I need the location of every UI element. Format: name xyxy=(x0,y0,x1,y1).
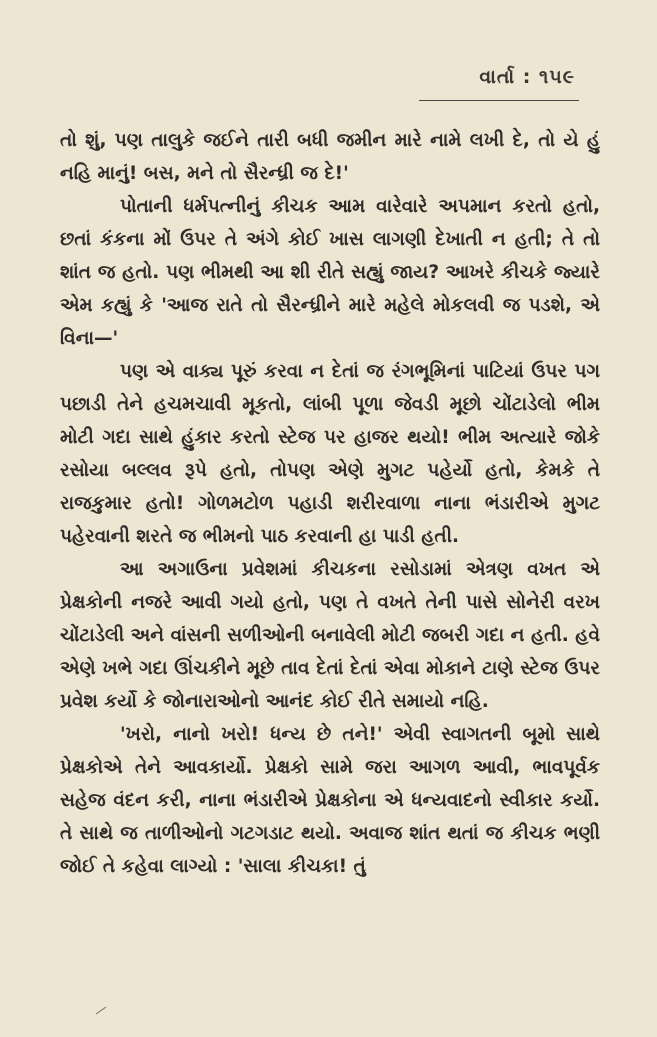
body-text xyxy=(60,124,600,883)
paragraph: 'ખરો, નાનો ખરો! ધન્ય છે તને!' એવી સ્વાગતની બૂમો સાથે પ્રેક્ષકોએ તેને આવકાર્યો. પ્રેક્ષકો સામે જરા આગળ આવી, ભાવપૂર્વક સહેજ વંદન કરી, નાના ભંડારીએ પ્રેક્ષકોના એ ધન્યવાદનો સ્વીકાર કર્યો. તે સાથે જ તાળીઓનો ગટગડાટ થયો. અવાજ શાંત થતાં જ કીચક ભણી જોઈ તે કહેવા લાગ્યો : 'સાલા કીચકા! તું xyxy=(60,724,600,877)
running-header: વાર્તા : ૧૫૯ xyxy=(479,66,575,88)
paragraph: પણ એ વાક્ય પૂરું કરવા ન દેતાં જ રંગભૂમિનાં પાટિયાં ઉપર પગ પછાડી તેને હચમચાવી મૂકતો, લાંબી પૂળા જેવડી મૂછો ચોંટાડેલો ભીમ મોટી ગદા સાથે હુંકાર કરતો સ્ટેજ પર હાજર થયો! ભીમ અત્યારે જોકે રસોયા બલ્લવ રૂપે હતો, તોપણ એણે મુગટ પહેર્યો હતો, કેમકે તે રાજકુમાર હતો! ગોળમટોળ પહાડી શરીરવાળા નાના ભંડારીએ મુગટ પહેરવાની શરતે જ ભીમનો પાઠ કરવાની હા પાડી હતી. xyxy=(60,361,600,547)
paragraph: પોતાની ધર્મપત્નીનું કીચક આમ વારેવારે અપમાન કરતો હતો, છતાં કંકના મોં ઉપર તે અંગે કોઈ ખાસ લાગણી દેખાતી ન હતી; તે તો શાંત જ હતો. પણ ભીમથી આ શી રીતે સહ્યું જાય? આખરે કીચકે જ્યારે એમ કહ્યું કે 'આજ રાતે તો સૈરન્ધ્રીને મારે મહેલે મોકલવી જ પડશે, એ વિના—' xyxy=(60,196,600,349)
paragraph: તો શું, પણ તાલુકે જઈને તારી બધી જમીન મારે નામે લખી દે, તો યે હું નહિ માનું! બસ, મને તો સૈરન્ધ્રી જ દે!' xyxy=(60,130,600,184)
header-underline xyxy=(419,100,579,101)
pencil-mark xyxy=(96,1007,106,1015)
paragraph: આ અગાઉના પ્રવેશમાં કીચકના રસોડામાં એત્રણ વખત એ પ્રેક્ષકોની નજરે આવી ગયો હતો, પણ તે વખતે તેની પાસે સોનેરી વરખ ચોંટાડેલી અને વાંસની સળીઓની બનાવેલી મોટી જબરી ગદા ન હતી. હવે એણે ખભે ગદા ઊંચકીને મૂછે તાવ દેતાં દેતાં એવા મોકાને ટાણે સ્ટેજ ઉપર પ્રવેશ કર્યો કે જોનારાઓનો આનંદ કોઈ રીતે સમાયો નહિ. xyxy=(60,559,600,712)
